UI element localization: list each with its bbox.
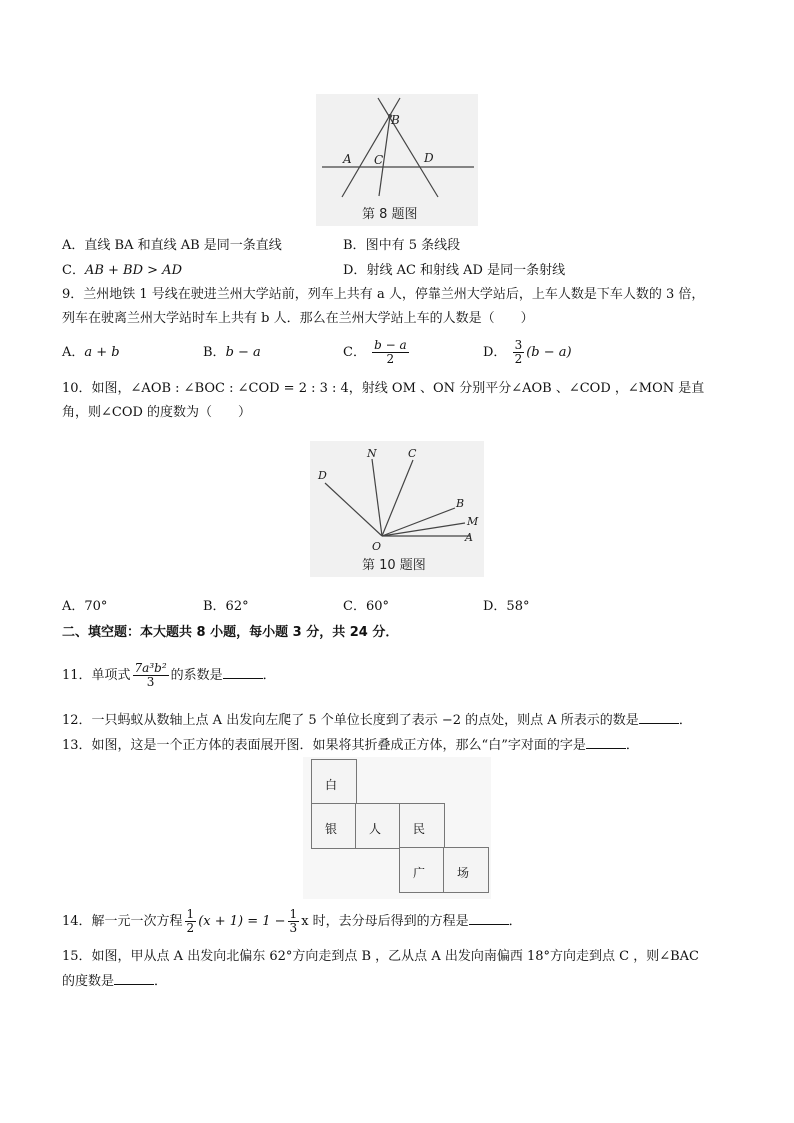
question-text: 的度数是 [62, 974, 115, 989]
net-cell [399, 803, 445, 849]
question-text: x 时，去分母后得到的方程是 [301, 914, 469, 929]
question-text: 13．如图，这是一个正方体的表面展开图．如果将其折叠成正方体，那么“白”字对面的字是 [62, 738, 586, 753]
question-end: ． [262, 668, 276, 683]
q10-option-d: D．58° [483, 599, 530, 614]
q15-text-line1: 15．如图，甲从点 A 出发向北偏东 62°方向走到点 B ，乙从点 A 出发向南偏西 18°方向走到点 C ，则∠BAC [62, 949, 700, 964]
option-label: D． [483, 345, 507, 360]
net-cell-label: 民 [413, 822, 426, 836]
q14 [62, 902, 522, 942]
fraction [513, 339, 525, 366]
fraction-denominator: 3 [146, 675, 155, 689]
q9-option-d [483, 336, 572, 370]
net-cell [399, 847, 445, 893]
q15-line2 [62, 972, 167, 991]
fig8-label-d: D [424, 151, 434, 165]
q8-option-d [343, 262, 565, 280]
fraction [185, 908, 197, 935]
fraction-numerator: 1 [186, 907, 195, 921]
q9-option-a [62, 344, 120, 362]
net-cell [355, 803, 401, 849]
option-label: D． [343, 263, 367, 278]
question-text: 的系数是 [170, 668, 223, 683]
q10-option-c: C．60° [343, 599, 389, 614]
section-heading: 二、填空题：本大题共 8 小题，每小题 3 分，共 24 分． [62, 625, 399, 640]
net-cell [311, 803, 357, 849]
option-label: C． [343, 345, 366, 360]
q11 [62, 656, 276, 696]
net-cell-label: 人 [369, 822, 382, 836]
option-label: B． [203, 345, 226, 360]
fig10-caption: 第 10 题图 [362, 558, 426, 573]
answer-blank[interactable] [114, 972, 154, 985]
fig8-label-c: C [374, 153, 384, 167]
question-end: ． [678, 713, 692, 728]
net-cell [311, 759, 357, 805]
option-text: (b − a) [526, 345, 572, 360]
option-label: A． [62, 345, 85, 360]
question-text: 12．一只蚂蚁从数轴上点 A 出发向左爬了 5 个单位长度到了表示 −2 的点处，则点 A 所表示的数是 [62, 713, 639, 728]
fig8-caption: 第 8 题图 [362, 207, 418, 222]
fraction-numerator: 3 [514, 338, 523, 352]
net-cell-label: 白 [325, 778, 338, 792]
answer-blank[interactable] [586, 736, 626, 749]
fig10-label-c: C [408, 447, 417, 460]
option-label: C． [62, 263, 85, 278]
fig10-label-n: N [367, 447, 377, 460]
option-text: 射线 AC 和射线 AD 是同一条射线 [366, 263, 566, 278]
answer-blank[interactable] [639, 711, 679, 724]
question-end: ． [625, 738, 639, 753]
q8-option-b [343, 237, 460, 255]
option-text: 直线 BA 和直线 AB 是同一条直线 [84, 238, 282, 253]
q10-text-line1: 10．如图，∠AOB : ∠BOC : ∠COD = 2 : 3 : 4，射线 OM 、ON 分别平分∠AOB 、∠COD ，∠MON 是直 [62, 381, 705, 396]
fraction-denominator: 2 [386, 352, 395, 366]
cube-net-figure [303, 757, 491, 899]
q9-option-c [343, 336, 411, 370]
fraction-denominator: 2 [514, 352, 523, 366]
fraction-denominator: 2 [186, 921, 195, 935]
q13 [62, 736, 639, 755]
fig10-label-b: B [456, 497, 465, 510]
answer-blank[interactable] [469, 912, 509, 925]
net-cell-label: 广 [413, 866, 426, 880]
figure-10-diagram [310, 441, 484, 577]
option-label: B． [343, 238, 366, 253]
q9-text-line1: 9．兰州地铁 1 号线在驶进兰州大学站前，列车上共有 a 人，停靠兰州大学站后，上车人数是下车人数的 3 倍， [62, 287, 705, 302]
net-cell-label: 场 [457, 866, 470, 880]
equation-text: (x + 1) = 1 − [198, 914, 286, 929]
fig10-label-o: O [372, 540, 382, 553]
q10-option-a: A．70° [62, 599, 108, 614]
figure-8 [316, 94, 478, 226]
q8-option-c [62, 262, 182, 280]
fraction [133, 662, 169, 689]
fig10-label-d: D [318, 469, 327, 482]
option-text: a + b [84, 345, 120, 360]
fraction [372, 339, 409, 366]
option-text: b − a [225, 345, 261, 360]
net-cell-label: 银 [325, 822, 338, 836]
fraction-numerator: b − a [374, 338, 407, 352]
fig8-label-b: B [391, 113, 400, 127]
fig10-label-a: A [465, 531, 473, 544]
question-text: 11．单项式 [62, 668, 131, 683]
q10-text-line2: 角，则∠COD 的度数为（ ） [62, 405, 252, 420]
option-label: A． [62, 238, 85, 253]
net-cell [443, 847, 489, 893]
q8-option-a [62, 237, 282, 255]
q10-option-b: B．62° [203, 599, 249, 614]
figure-10 [310, 441, 484, 577]
question-end: ． [508, 914, 522, 929]
fig10-label-m: M [467, 515, 479, 528]
option-text: AB + BD > AD [84, 263, 182, 278]
q12 [62, 711, 692, 730]
fraction-numerator: 1 [289, 907, 298, 921]
option-text: 图中有 5 条线段 [365, 238, 461, 253]
question-end: ． [154, 974, 168, 989]
answer-blank[interactable] [223, 666, 263, 679]
fig8-label-a: A [343, 152, 352, 166]
q9-option-b [203, 344, 261, 362]
fraction-denominator: 3 [289, 921, 298, 935]
figure-8-diagram [316, 94, 478, 226]
q9-text-line2: 列车在驶离兰州大学站时车上共有 b 人．那么在兰州大学站上车的人数是（ ） [62, 311, 534, 326]
fraction [288, 908, 300, 935]
fraction-numerator: 7a³b² [134, 661, 167, 675]
question-text: 14．解一元一次方程 [62, 914, 183, 929]
